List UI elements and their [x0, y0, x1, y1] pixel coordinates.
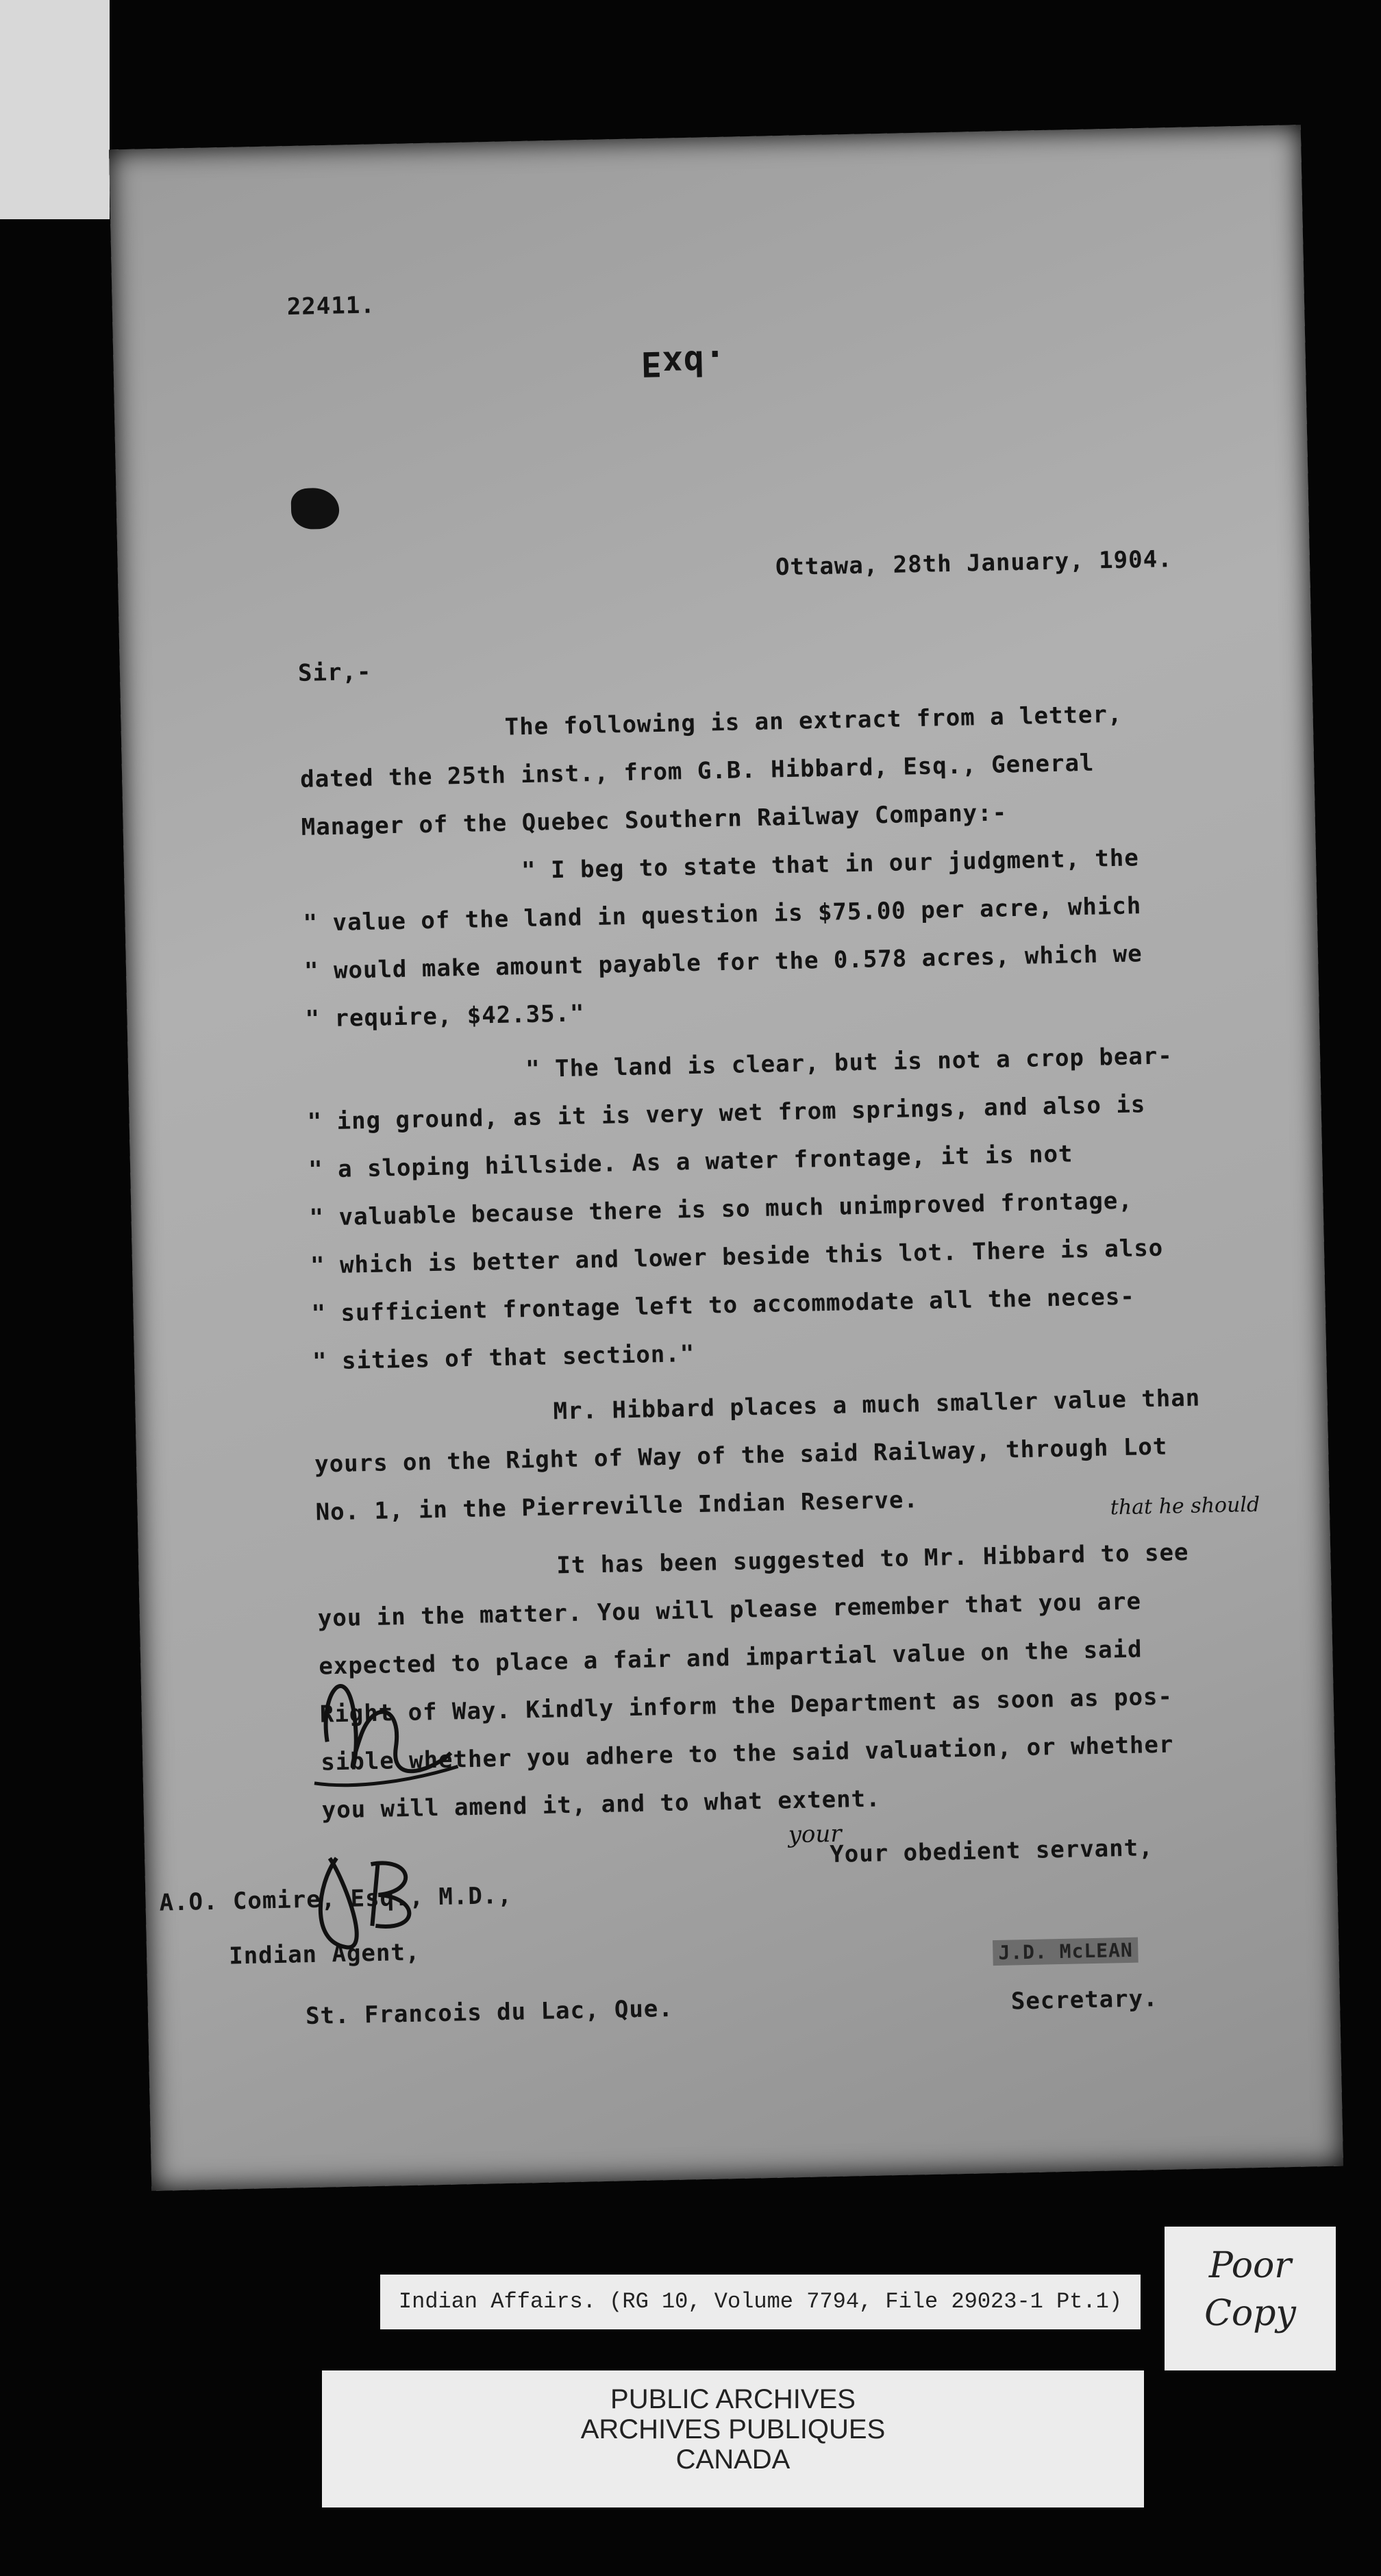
body-line: you in the matter. You will please remember that you are — [317, 1587, 1142, 1633]
addressee-name: A.O. Comire, Esq., M.D., — [159, 1881, 513, 1917]
body-line: you will amend it, and to what extent. — [321, 1785, 881, 1824]
addressee-place: St. Francois du Lac, Que. — [305, 1994, 674, 2031]
dateline: Ottawa, 28th January, 1904. — [775, 545, 1173, 582]
body-line: It has been suggested to Mr. Hibbard to see — [556, 1538, 1189, 1580]
quote-line: " a sloping hillside. As a water frontage, it is not — [308, 1140, 1073, 1184]
closing: Your obedient servant, — [829, 1834, 1154, 1869]
quote-line: " sufficient frontage left to accommodate all the neces- — [311, 1283, 1136, 1328]
body-line: dated the 25th inst., from G.B. Hibbard, Esq., General — [299, 749, 1095, 793]
handwritten-insert: that he should — [1110, 1492, 1260, 1520]
public-archives-stamp — [322, 2370, 1144, 2507]
archive-reference-strip: Indian Affairs. (RG 10, Volume 7794, File 29023-1 Pt.1) — [380, 2275, 1141, 2329]
handwritten-initials — [298, 1650, 469, 1968]
body-line: No. 1, in the Pierreville Indian Reserve. — [315, 1486, 919, 1526]
quote-line: " valuable because there is so much unimproved frontage, — [309, 1187, 1134, 1232]
body-line: Manager of the Quebec Southern Railway Company:- — [301, 799, 1008, 841]
quote-line: " value of the land in question is $75.00 per acre, which — [303, 892, 1142, 937]
archive-mount-tab — [0, 0, 110, 219]
archives-line: CANADA — [675, 2444, 791, 2475]
exd-stamp: Exd. — [640, 342, 727, 384]
body-line: Mr. Hibbard places a much smaller value than — [553, 1384, 1201, 1426]
body-line: expected to place a fair and impartial value on the said — [319, 1635, 1143, 1681]
poor-copy-note: Poor Copy — [1165, 2227, 1336, 2370]
handwritten-insert: your — [788, 1820, 842, 1849]
archives-line: ARCHIVES PUBLIQUES — [580, 2414, 886, 2444]
quote-line: " sities of that section." — [312, 1340, 695, 1376]
archives-line: PUBLIC ARCHIVES — [610, 2384, 856, 2414]
quote-line: " which is better and lower beside this lot. There is also — [310, 1234, 1164, 1280]
file-number: 22411. — [286, 291, 376, 321]
quote-line: " The land is clear, but is not a crop bear- — [525, 1042, 1173, 1084]
signature-title: Secretary. — [1010, 1985, 1158, 2016]
body-line: The following is an extract from a letter, — [504, 700, 1123, 741]
quote-line: " require, $42.35." — [305, 1000, 585, 1033]
body-line: yours on the Right of Way of the said Railway, through Lot — [314, 1433, 1168, 1478]
salutation: Sir,- — [297, 658, 372, 687]
addressee-title: Indian Agent, — [228, 1938, 421, 1970]
quote-line: " would make amount payable for the 0.578 acres, which we — [303, 940, 1143, 985]
letter-page — [109, 125, 1343, 2191]
body-line: Right of Way. Kindly inform the Department as soon as pos- — [319, 1683, 1173, 1729]
quote-line: " I beg to state that in our judgment, the — [521, 844, 1140, 885]
body-line: sible whether you adhere to the said valuation, or whether — [320, 1731, 1174, 1776]
ink-blot — [290, 488, 339, 530]
signature-typed: J.D. McLEAN — [993, 1937, 1139, 1966]
quote-line: " ing ground, as it is very wet from springs, and also is — [307, 1091, 1146, 1136]
